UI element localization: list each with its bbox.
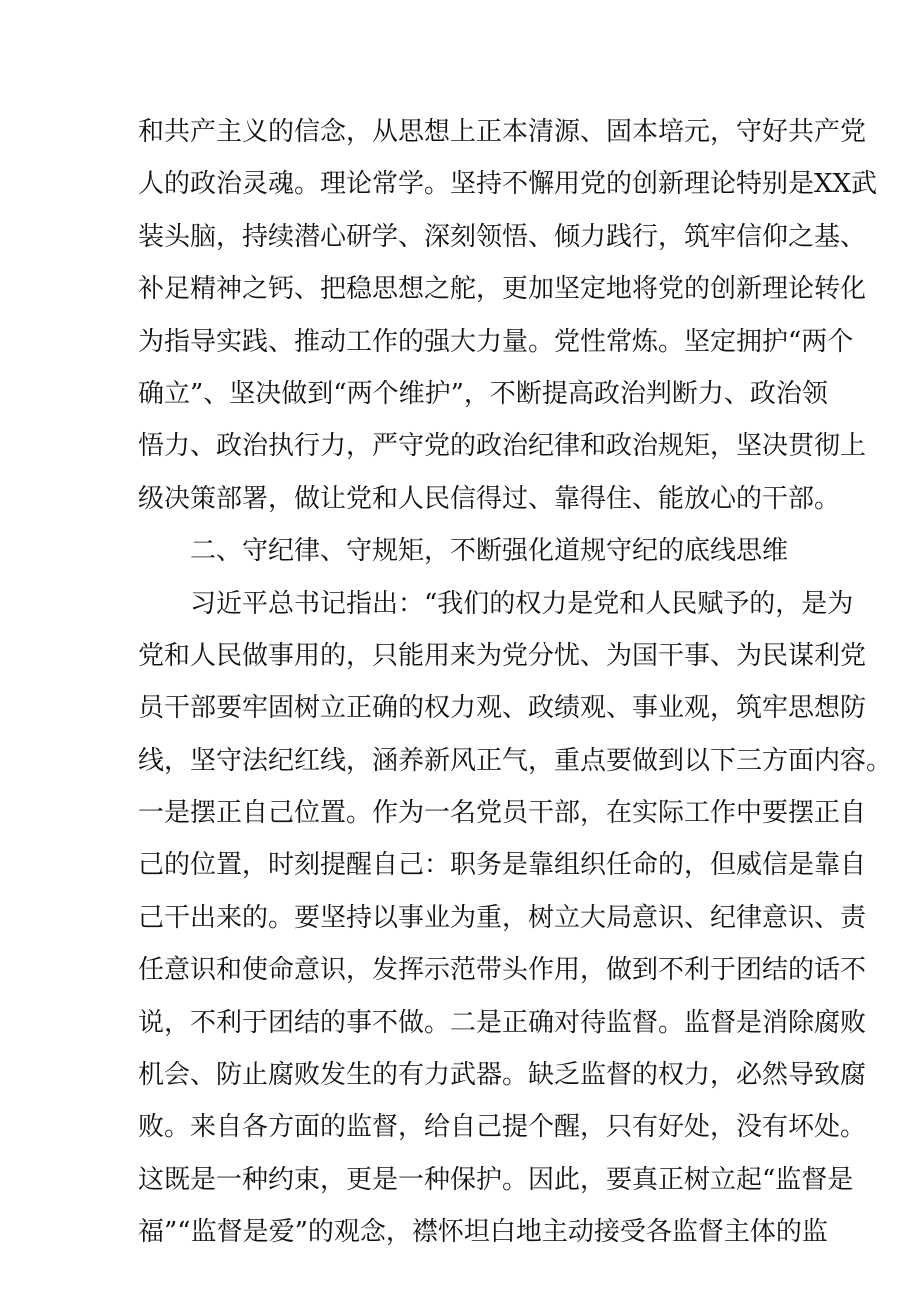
text-line: 为指导实践、推动工作的强大力量。党性常炼。坚定拥护“两个 xyxy=(138,326,854,357)
text-line: 己的位置，时刻提醒自己：职务是靠组织任命的，但威信是靠自 xyxy=(138,850,867,881)
text-line: 任意识和使命意识，发挥示范带头作用，做到不利于团结的话不 xyxy=(138,955,867,986)
text-line: 己干出来的。要坚持以事业为重，树立大局意识、纪律意识、责 xyxy=(138,902,867,933)
text-line: 装头脑，持续潜心研学、深刻领悟、倾力践行，筑牢信仰之基、 xyxy=(138,221,867,252)
text-line: 和共产主义的信念，从思想上正本清源、固本培元，守好共产党 xyxy=(138,117,867,147)
text-line: 说，不利于团结的事不做。二是正确对待监督。监督是消除腐败 xyxy=(138,1007,867,1038)
text-line: 机会、防止腐败发生的有力武器。缺乏监督的权力，必然导致腐 xyxy=(138,1060,867,1091)
text-line: 福”“监督是爱”的观念，襟怀坦白地主动接受各监督主体的监 xyxy=(138,1217,828,1248)
text-line: 人的政治灵魂。理论常学。坚持不懈用党的创新理论特别是XX武 xyxy=(138,169,878,200)
text-line: 员干部要牢固树立正确的权力观、政绩观、事业观，筑牢思想防 xyxy=(138,693,867,724)
text-line: 确立”、坚决做到“两个维护”，不断提高政治判断力、政治领 xyxy=(138,378,828,409)
text-line: 这既是一种约束，更是一种保护。因此，要真正树立起“监督是 xyxy=(138,1164,854,1195)
text-line: 级决策部署，做让党和人民信得过、靠得住、能放心的干部。 xyxy=(138,483,841,514)
text-line: 党和人民做事用的，只能用来为党分忧、为国干事、为民谋利党 xyxy=(138,640,867,671)
text-line: 习近平总书记指出：“我们的权力是党和人民赋予的，是为 xyxy=(190,588,854,619)
text-line: 悟力、政治执行力，严守党的政治纪律和政治规矩，坚决贯彻上 xyxy=(138,431,867,462)
text-line: 败。来自各方面的监督，给自己提个醒，只有好处，没有坏处。 xyxy=(138,1112,867,1143)
text-line: 线，坚守法纪红线，涵养新风正气，重点要做到以下三方面内容。 xyxy=(138,745,893,776)
text-line: 补足精神之钙、把稳思想之舵，更加坚定地将党的创新理论转化 xyxy=(138,274,867,305)
text-line: 一是摆正自己位置。作为一名党员干部，在实际工作中要摆正自 xyxy=(138,798,867,829)
body-text xyxy=(138,106,893,1259)
section-heading: 二、守纪律、守规矩，不断强化道规守纪的底线思维 xyxy=(190,536,789,567)
